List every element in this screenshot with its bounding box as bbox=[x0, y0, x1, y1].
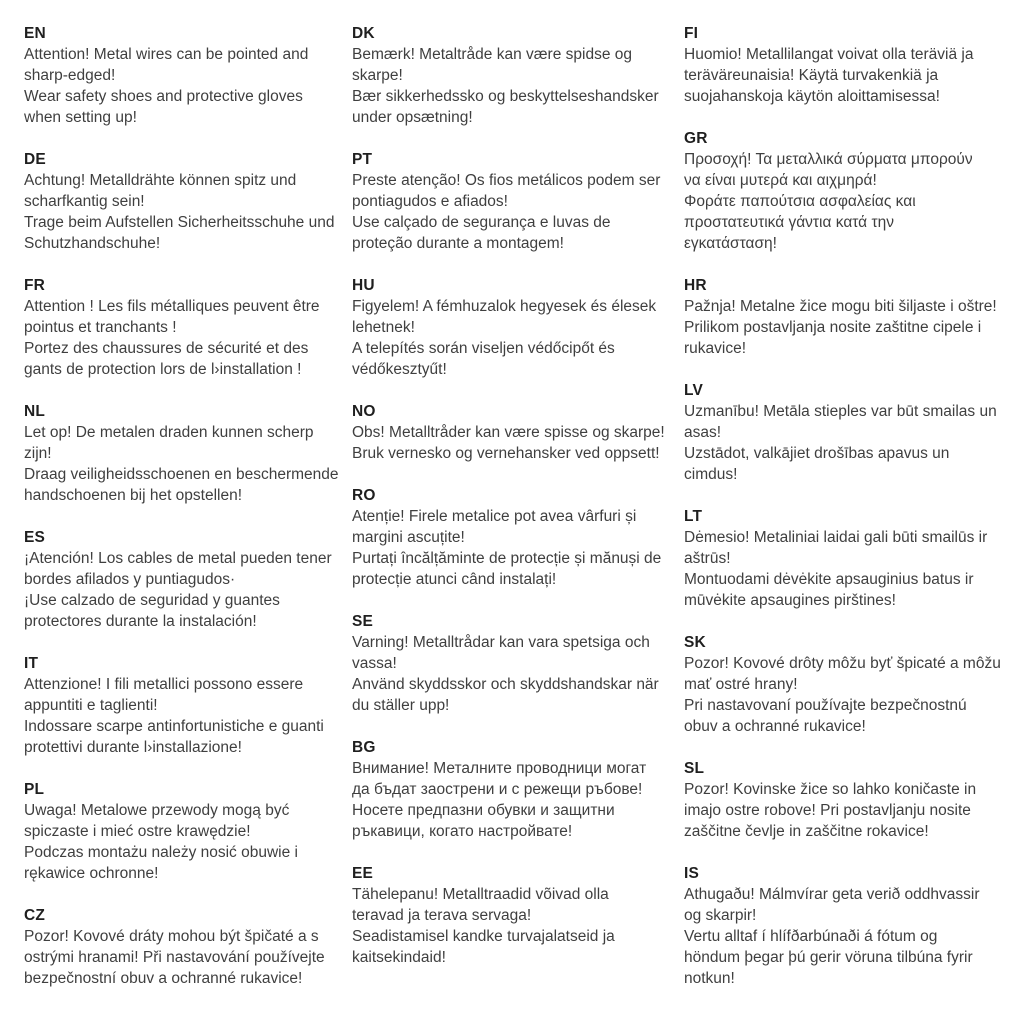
warning-line: Wear safety shoes and protective gloves bbox=[24, 88, 303, 105]
warning-line: asas! bbox=[684, 424, 722, 441]
warning-line: Preste atenção! Os fios metálicos podem ser bbox=[352, 172, 661, 189]
warning-line: Figyelem! A fémhuzalok hegyesek és élesek bbox=[352, 298, 657, 315]
lang-code-nl: NL bbox=[24, 403, 46, 420]
warning-line: Let op! De metalen draden kunnen scherp bbox=[24, 424, 314, 441]
warning-line: Uwaga! Metalowe przewody mogą być bbox=[24, 802, 290, 819]
lang-section-pt bbox=[352, 149, 684, 254]
lang-code-es: ES bbox=[24, 529, 46, 546]
lang-section-sk bbox=[684, 632, 1000, 737]
warning-line: vassa! bbox=[352, 655, 397, 672]
warning-line: Obs! Metalltråder kan være spisse og skarpe! bbox=[352, 424, 665, 441]
warning-line: obuv a ochranné rukavice! bbox=[684, 718, 866, 735]
lang-code-lt: LT bbox=[684, 508, 703, 525]
lang-code-gr: GR bbox=[684, 130, 708, 147]
warning-line: margini ascuțite! bbox=[352, 529, 465, 546]
warning-line: ¡Use calzado de seguridad y guantes bbox=[24, 592, 280, 609]
warning-line: Indossare scarpe antinfortunistiche e guanti bbox=[24, 718, 324, 735]
warning-line: Trage beim Aufstellen Sicherheitsschuhe und bbox=[24, 214, 335, 231]
warning-line: Bruk vernesko og vernehansker ved oppsett! bbox=[352, 445, 660, 462]
warning-line: protettivi durante l›installazione! bbox=[24, 739, 242, 756]
warning-line: sharp-edged! bbox=[24, 67, 116, 84]
warning-line: gants de protection lors de l›installation ! bbox=[24, 361, 302, 378]
lang-code-hu: HU bbox=[352, 277, 375, 294]
warning-line: Achtung! Metalldrähte können spitz und bbox=[24, 172, 297, 189]
warning-line: Schutzhandschuhe! bbox=[24, 235, 161, 252]
warning-line: aštrūs! bbox=[684, 550, 731, 567]
lang-code-fi: FI bbox=[684, 25, 699, 42]
warning-line: ostrými hranami! Při nastavování používejte bbox=[24, 949, 325, 966]
warning-line: Uzstādot, valkājiet drošības apavus un bbox=[684, 445, 950, 462]
warning-line: Podczas montażu należy nosić obuwie i bbox=[24, 844, 298, 861]
warning-line: ¡Atención! Los cables de metal pueden tener bbox=[24, 550, 332, 567]
lang-section-gr bbox=[684, 128, 1000, 254]
warning-line: Προσοχή! Τα μεταλλικά σύρματα μπορούν bbox=[684, 151, 973, 168]
warning-line: Draag veiligheidsschoenen en beschermende bbox=[24, 466, 339, 483]
warning-line: zaščitne čevlje in zaščitne rokavice! bbox=[684, 823, 929, 840]
warning-line: mūvėkite apsaugines pirštines! bbox=[684, 592, 896, 609]
warning-line: pontiagudos e afiados! bbox=[352, 193, 508, 210]
warning-line: Attenzione! I fili metallici possono essere bbox=[24, 676, 304, 693]
warning-line: scharfkantig sein! bbox=[24, 193, 145, 210]
warning-line: cimdus! bbox=[684, 466, 738, 483]
warning-line: mať ostré hrany! bbox=[684, 676, 798, 693]
lang-code-pt: PT bbox=[352, 151, 373, 168]
warning-line: handschoenen bij het opstellen! bbox=[24, 487, 243, 504]
lang-code-dk: DK bbox=[352, 25, 375, 42]
warning-line: rękawice ochronne! bbox=[24, 865, 159, 882]
warning-line: Purtați încălțăminte de protecție și mănuși de bbox=[352, 550, 662, 567]
lang-code-en: EN bbox=[24, 25, 46, 42]
warning-line: suojahanskoja käytön aloittamisessa! bbox=[684, 88, 940, 105]
warning-line: under opsætning! bbox=[352, 109, 473, 126]
warning-line: when setting up! bbox=[24, 109, 137, 126]
warning-line: Vertu alltaf í hlífðarbúnaði á fótum og bbox=[684, 928, 938, 945]
warning-line: Huomio! Metallilangat voivat olla teräviä ja bbox=[684, 46, 974, 63]
lang-section-nl bbox=[24, 401, 352, 506]
warning-line: Pri nastavovaní používajte bezpečnostnú bbox=[684, 697, 967, 714]
warning-line: Atenție! Firele metalice pot avea vârfuri și bbox=[352, 508, 637, 525]
warning-line: Pažnja! Metalne žice mogu biti šiljaste i oštre! bbox=[684, 298, 997, 315]
warning-line: Внимание! Металните проводници могат bbox=[352, 760, 647, 777]
warning-line: να είναι μυτερά και αιχμηρά! bbox=[684, 172, 877, 189]
lang-code-lv: LV bbox=[684, 382, 704, 399]
lang-section-es bbox=[24, 527, 352, 632]
warning-line: Använd skyddsskor och skyddshandskar när bbox=[352, 676, 659, 693]
warning-line: imajo ostre robove! Pri postavljanju nosite bbox=[684, 802, 971, 819]
warning-line: Use calçado de segurança e luvas de bbox=[352, 214, 611, 231]
warning-line: og skarpir! bbox=[684, 907, 757, 924]
warning-line: Uzmanību! Metāla stieples var būt smailas un bbox=[684, 403, 997, 420]
warning-line: teravad ja terava servaga! bbox=[352, 907, 532, 924]
warning-line: ръкавици, когато настройвате! bbox=[352, 823, 573, 840]
lang-section-fr bbox=[24, 275, 352, 380]
warning-line: du ställer upp! bbox=[352, 697, 450, 714]
warning-line: zijn! bbox=[24, 445, 52, 462]
warning-line: Pozor! Kovové dráty mohou být špičaté a s bbox=[24, 928, 319, 945]
warning-line: Athugaðu! Málmvírar geta verið oddhvassir bbox=[684, 886, 980, 903]
warning-line: A telepítés során viseljen védőcipőt és bbox=[352, 340, 615, 357]
lang-section-ee bbox=[352, 863, 684, 968]
warning-line: εγκατάσταση! bbox=[684, 235, 777, 252]
warning-line: προστατευτικά γάντια κατά την bbox=[684, 214, 894, 231]
column-1 bbox=[24, 23, 352, 1010]
lang-section-lv bbox=[684, 380, 1000, 485]
lang-section-dk bbox=[352, 23, 684, 128]
lang-section-is bbox=[684, 863, 1000, 989]
lang-code-se: SE bbox=[352, 613, 374, 630]
lang-section-de bbox=[24, 149, 352, 254]
column-3 bbox=[684, 23, 1000, 1010]
lang-section-en bbox=[24, 23, 352, 128]
warning-line: Носете предпазни обувки и защитни bbox=[352, 802, 615, 819]
lang-section-bg bbox=[352, 737, 684, 842]
warning-line: lehetnek! bbox=[352, 319, 415, 336]
warning-line: Tähelepanu! Metalltraadid võivad olla bbox=[352, 886, 609, 903]
warning-line: Attention ! Les fils métalliques peuvent être bbox=[24, 298, 320, 315]
lang-code-it: IT bbox=[24, 655, 39, 672]
warning-line: teräväreunaisia! Käytä turvakenkiä ja bbox=[684, 67, 939, 84]
lang-section-hu bbox=[352, 275, 684, 380]
lang-section-it bbox=[24, 653, 352, 758]
lang-section-sl bbox=[684, 758, 1000, 842]
lang-code-is: IS bbox=[684, 865, 700, 882]
warning-line: Seadistamisel kandke turvajalatseid ja bbox=[352, 928, 615, 945]
warning-line: proteção durante a montagem! bbox=[352, 235, 564, 252]
warning-line: Attention! Metal wires can be pointed and bbox=[24, 46, 309, 63]
warning-line: védőkesztyűt! bbox=[352, 361, 447, 378]
lang-code-no: NO bbox=[352, 403, 376, 420]
warning-line: да бъдат заострени и с режещи ръбове! bbox=[352, 781, 643, 798]
warning-line: bordes afilados y puntiagudos· bbox=[24, 571, 236, 588]
warning-line: appuntiti e taglienti! bbox=[24, 697, 158, 714]
lang-code-pl: PL bbox=[24, 781, 45, 798]
warning-line: Pozor! Kovinske žice so lahko koničaste in bbox=[684, 781, 977, 798]
warning-line: Portez des chaussures de sécurité et des bbox=[24, 340, 309, 357]
lang-code-hr: HR bbox=[684, 277, 707, 294]
warning-line: kaitsekindaid! bbox=[352, 949, 446, 966]
lang-code-sl: SL bbox=[684, 760, 705, 777]
lang-code-bg: BG bbox=[352, 739, 376, 756]
column-2 bbox=[352, 23, 684, 1010]
lang-section-ro bbox=[352, 485, 684, 590]
lang-code-ee: EE bbox=[352, 865, 374, 882]
warning-line: Varning! Metalltrådar kan vara spetsiga och bbox=[352, 634, 650, 651]
warning-line: protecție atunci când instalați! bbox=[352, 571, 557, 588]
warning-line: Pozor! Kovové drôty môžu byť špicaté a môžu bbox=[684, 655, 1001, 672]
warning-line: protectores durante la instalación! bbox=[24, 613, 257, 630]
lang-section-no bbox=[352, 401, 684, 464]
lang-section-fi bbox=[684, 23, 1000, 107]
warning-line: spiczaste i mieć ostre krawędzie! bbox=[24, 823, 251, 840]
lang-code-ro: RO bbox=[352, 487, 376, 504]
lang-section-pl bbox=[24, 779, 352, 884]
warning-line: skarpe! bbox=[352, 67, 403, 84]
lang-code-de: DE bbox=[24, 151, 46, 168]
warning-line: Bær sikkerhedssko og beskyttelseshandsker bbox=[352, 88, 659, 105]
warning-line: notkun! bbox=[684, 970, 735, 987]
warning-line: Bemærk! Metaltråde kan være spidse og bbox=[352, 46, 632, 63]
lang-section-se bbox=[352, 611, 684, 716]
warning-line: Φοράτε παπούτσια ασφαλείας και bbox=[684, 193, 916, 210]
warning-line: Dėmesio! Metaliniai laidai gali būti smailūs ir bbox=[684, 529, 988, 546]
warning-line: pointus et tranchants ! bbox=[24, 319, 177, 336]
warning-line: Montuodami dėvėkite apsauginius batus ir bbox=[684, 571, 974, 588]
warning-line: bezpečnostní obuv a ochranné rukavice! bbox=[24, 970, 303, 987]
warning-line: rukavice! bbox=[684, 340, 747, 357]
warning-line: höndum þegar þú gerir vöruna tilbúna fyrir bbox=[684, 949, 973, 966]
lang-code-sk: SK bbox=[684, 634, 706, 651]
lang-section-hr bbox=[684, 275, 1000, 359]
lang-code-fr: FR bbox=[24, 277, 46, 294]
lang-code-cz: CZ bbox=[24, 907, 46, 924]
lang-section-lt bbox=[684, 506, 1000, 611]
lang-section-cz bbox=[24, 905, 352, 989]
warning-line: Prilikom postavljanja nosite zaštitne cipele i bbox=[684, 319, 982, 336]
